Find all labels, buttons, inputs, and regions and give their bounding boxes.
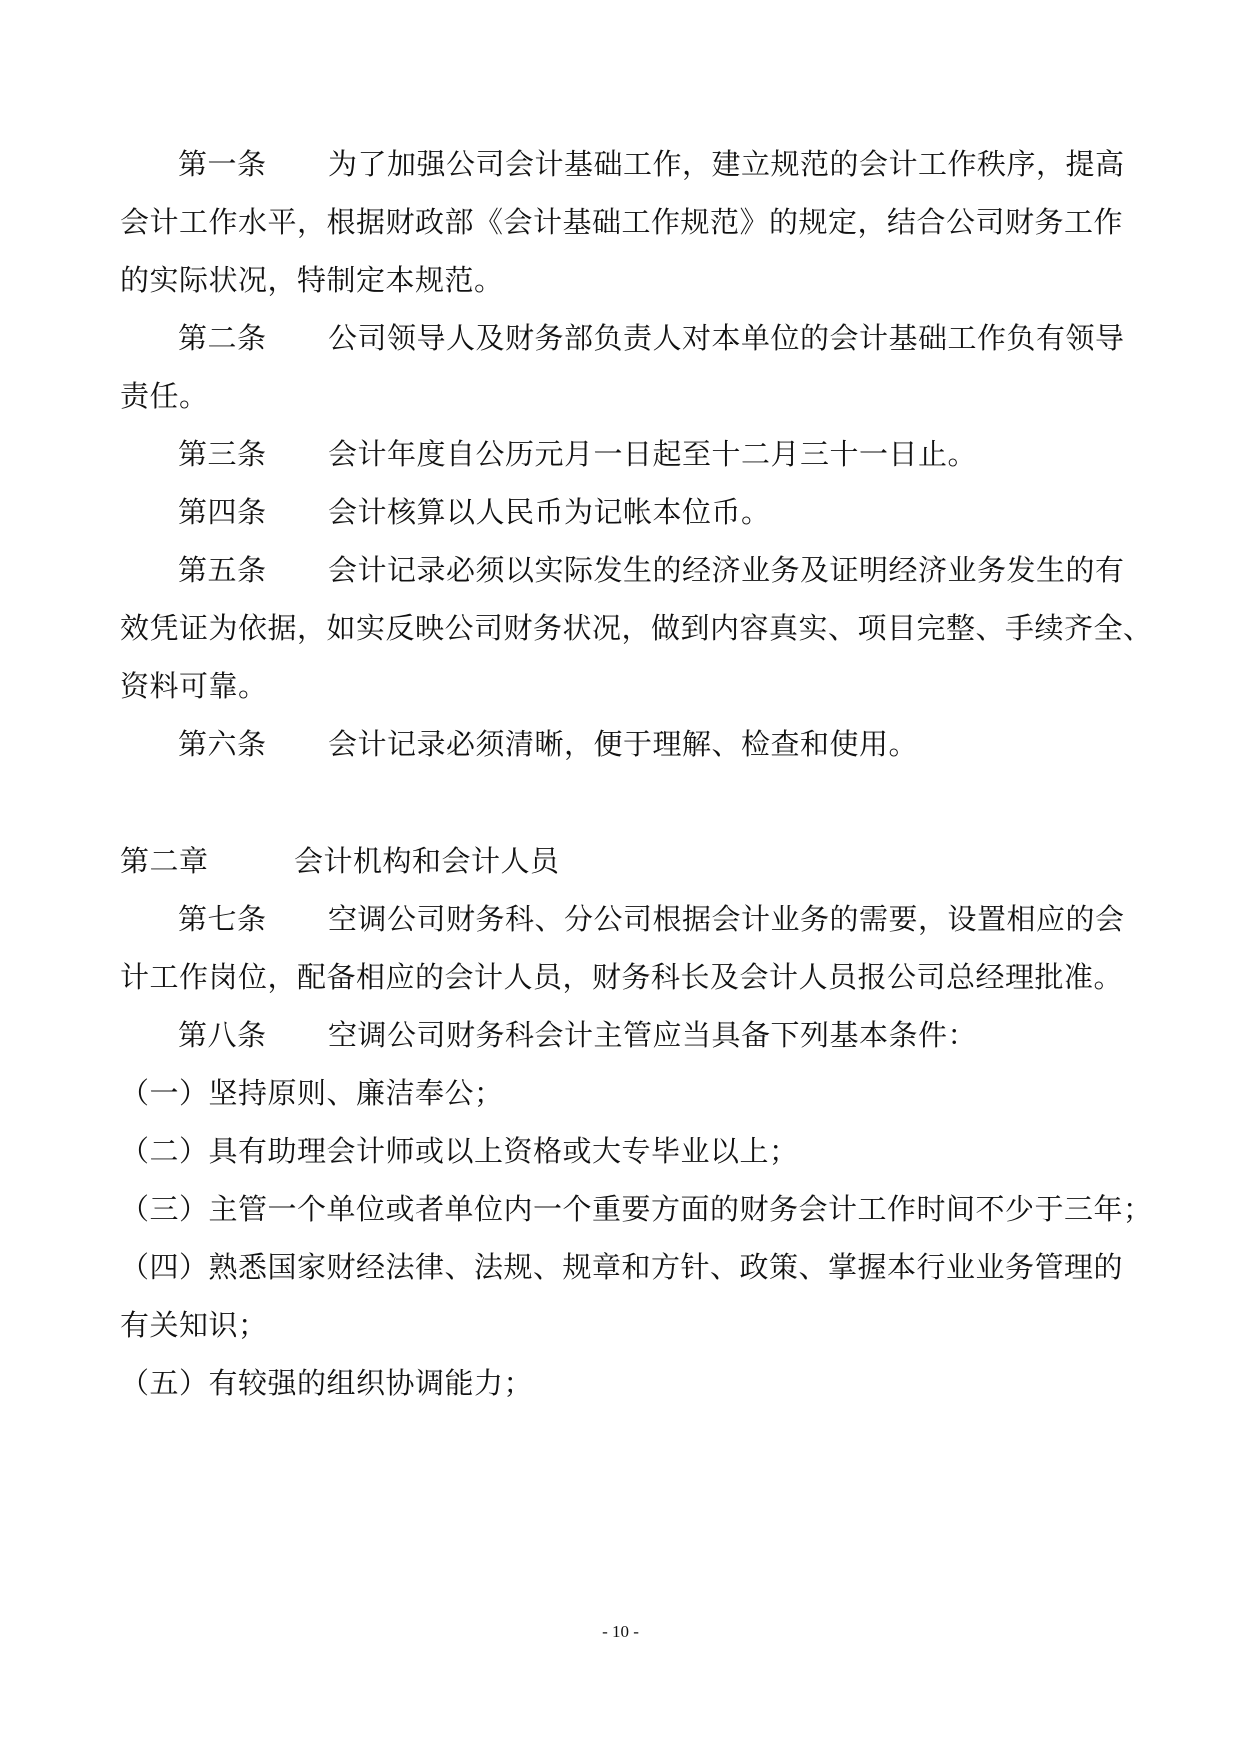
article-7-text: 空调公司财务科、分公司根据会计业务的需要，设置相应的会 — [328, 902, 1125, 936]
article-5-text: 会计记录必须以实际发生的经济业务及证明经济业务发生的有 — [328, 553, 1125, 587]
article-4-text: 会计核算以人民币为记帐本位币。 — [328, 495, 771, 529]
article-5-label: 第五条 — [178, 553, 267, 587]
article-4-label: 第四条 — [178, 495, 267, 529]
condition-3: （三）主管一个单位或者单位内一个重要方面的财务会计工作时间不少于三年； — [120, 1192, 1153, 1226]
condition-5: （五）有较强的组织协调能力； — [120, 1366, 534, 1400]
article-4-line-1 — [178, 494, 771, 530]
article-8-line-1 — [178, 1017, 977, 1053]
article-6-text: 会计记录必须清晰，便于理解、检查和使用。 — [328, 727, 919, 761]
chapter-2-title: 会计机构和会计人员 — [294, 844, 560, 878]
article-5-line-1 — [178, 552, 1125, 588]
article-6-line-1 — [178, 726, 918, 762]
article-1-label: 第一条 — [178, 147, 267, 181]
article-7-line-1 — [178, 901, 1125, 937]
condition-2: （二）具有助理会计师或以上资格或大专毕业以上； — [120, 1134, 799, 1168]
article-2-label: 第二条 — [178, 321, 267, 355]
article-8-text: 空调公司财务科会计主管应当具备下列基本条件： — [328, 1018, 978, 1052]
article-1-text: 为了加强公司会计基础工作，建立规范的会计工作秩序，提高 — [328, 147, 1125, 181]
article-1-line-1 — [178, 146, 1125, 182]
article-3-label: 第三条 — [178, 437, 267, 471]
article-6-label: 第六条 — [178, 727, 267, 761]
article-3-line-1 — [178, 436, 977, 472]
article-7-label: 第七条 — [178, 902, 267, 936]
page-number: - 10 - — [602, 1622, 639, 1641]
article-3-text: 会计年度自公历元月一日起至十二月三十一日止。 — [328, 437, 978, 471]
article-1-line-3: 的实际状况，特制定本规范。 — [120, 263, 504, 297]
condition-4-line-2: 有关知识； — [120, 1308, 268, 1342]
article-2-text: 公司领导人及财务部负责人对本单位的会计基础工作负有领导 — [328, 321, 1125, 355]
chapter-2-label: 第二章 — [120, 844, 209, 878]
article-7-line-2: 计工作岗位，配备相应的会计人员，财务科长及会计人员报公司总经理批准。 — [120, 960, 1124, 994]
condition-1: （一）坚持原则、廉洁奉公； — [120, 1076, 504, 1110]
condition-4-line-1: （四）熟悉国家财经法律、法规、规章和方针、政策、掌握本行业业务管理的 — [120, 1250, 1124, 1284]
article-5-line-3: 资料可靠。 — [120, 669, 268, 703]
article-5-line-2: 效凭证为依据，如实反映公司财务状况，做到内容真实、项目完整、手续齐全、 — [120, 611, 1153, 645]
article-8-label: 第八条 — [178, 1018, 267, 1052]
article-1-line-2: 会计工作水平，根据财政部《会计基础工作规范》的规定，结合公司财务工作 — [120, 205, 1124, 239]
article-2-line-1 — [178, 320, 1125, 356]
chapter-2-heading — [120, 843, 560, 879]
article-2-line-2: 责任。 — [120, 379, 209, 413]
